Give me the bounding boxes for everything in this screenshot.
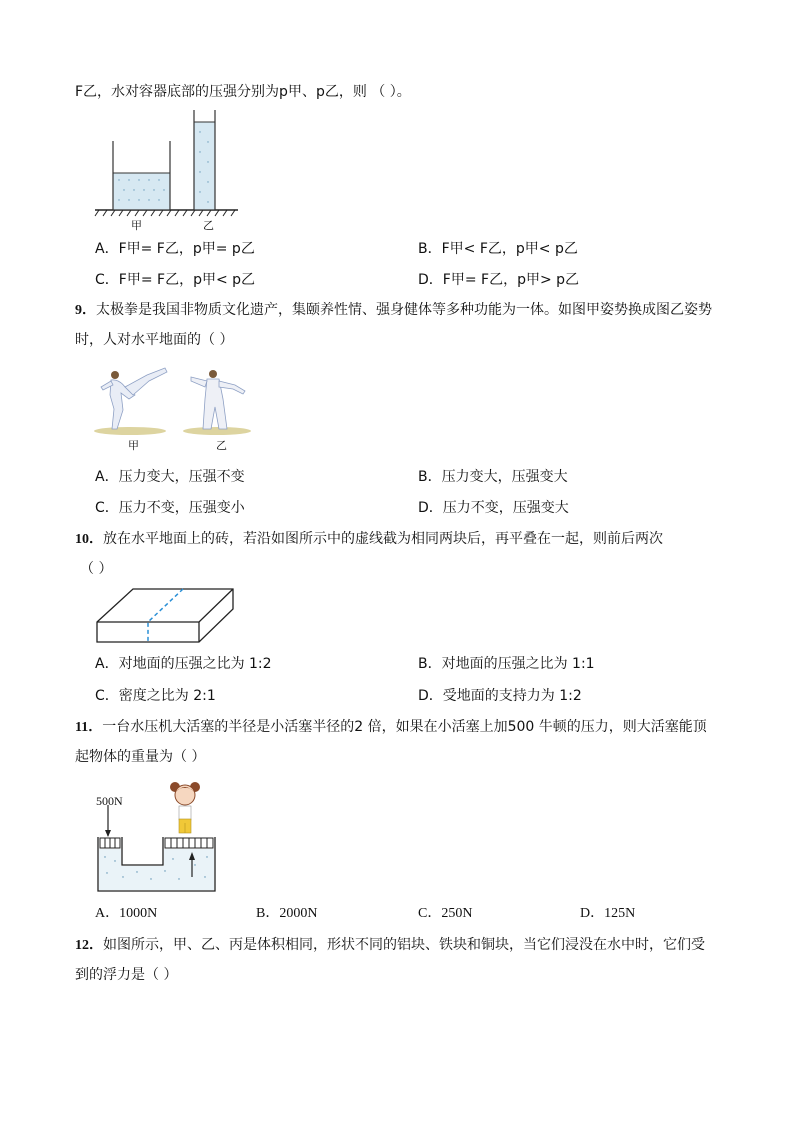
option-text: F甲= F乙，p甲= p乙	[118, 241, 255, 257]
girl-icon	[170, 782, 200, 833]
q12-stem-text: 如图所示，甲、乙、丙是体积相同，形状不同的铝块、铁块和铜块，当它们浸没在水中时，它们受	[103, 937, 705, 953]
option-letter: D．	[418, 500, 443, 516]
q9-taichi-figure	[95, 365, 260, 440]
question-number: 12．	[75, 938, 103, 953]
option-text: 密度之比为 2:1	[118, 688, 216, 704]
option-letter: A．	[95, 906, 120, 921]
q9-option-b	[418, 467, 568, 487]
q8-option-b	[418, 239, 578, 259]
option-letter: B．	[418, 469, 442, 485]
q10-stem-line1	[75, 529, 663, 550]
option-letter: B．	[418, 656, 442, 672]
option-letter: D．	[418, 272, 443, 288]
q10-option-c	[95, 686, 216, 706]
question-number: 10．	[75, 532, 103, 547]
option-text: 250N	[441, 906, 473, 921]
q11-option-d	[580, 904, 635, 924]
q10-option-b	[418, 654, 595, 674]
q9-label-jia: 甲	[128, 439, 139, 452]
option-text: 2000N	[279, 906, 318, 921]
option-letter: D．	[418, 688, 443, 704]
option-letter: B．	[256, 906, 280, 921]
q8-option-d	[418, 270, 579, 290]
option-text: F甲< F乙，p甲< p乙	[441, 241, 578, 257]
option-letter: A．	[95, 469, 119, 485]
q8-label-jia: 甲	[131, 219, 142, 232]
option-letter: C．	[418, 906, 442, 921]
q11-option-a	[95, 904, 157, 924]
option-letter: C．	[95, 688, 119, 704]
option-text: 压力不变，压强变小	[118, 500, 245, 516]
option-text: 受地面的支持力为 1:2	[442, 688, 582, 704]
q10-stem-text: 放在水平地面上的砖，若沿如图所示中的虚线截为相同两块后，再平叠在一起，则前后两次	[103, 531, 663, 547]
option-letter: C．	[95, 272, 119, 288]
option-text: 125N	[604, 906, 636, 921]
q11-option-c	[418, 904, 472, 924]
question-number: 11．	[75, 720, 103, 735]
q9-option-c	[95, 498, 245, 518]
q10-option-a	[95, 654, 272, 674]
option-text: 对地面的压强之比为 1:2	[118, 656, 272, 672]
q10-option-d	[418, 686, 582, 706]
q11-stem-line2: 起物体的重量为（ ）	[75, 749, 206, 765]
q9-stem-text: 太极拳是我国非物质文化遗产，集颐养性情、强身健体等多种功能为一体。如图甲姿势换成图乙姿势	[96, 302, 712, 318]
option-text: F甲= F乙，p甲< p乙	[118, 272, 256, 288]
option-letter: D．	[580, 906, 605, 921]
q11-force-label: 500N	[96, 794, 123, 808]
question-number: 9．	[75, 303, 96, 318]
q9-label-yi: 乙	[216, 439, 227, 452]
q11-hydraulic-press-figure	[95, 775, 220, 895]
q9-stem-line1	[75, 300, 712, 321]
option-text: 压力变大，压强变大	[441, 469, 568, 485]
option-text: 压力变大，压强不变	[118, 469, 245, 485]
q8-label-yi: 乙	[203, 219, 214, 232]
q8-containers-figure	[95, 108, 240, 233]
q11-stem-text: 一台水压机大活塞的半径是小活塞半径的2 倍，如果在小活塞上加500 牛顿的压力，则大活塞能顶	[102, 719, 707, 735]
q8-option-a	[95, 239, 255, 259]
q9-option-d	[418, 498, 569, 518]
q10-brick-figure	[95, 587, 235, 645]
q12-stem-line1	[75, 935, 705, 956]
option-text: 1000N	[119, 906, 158, 921]
q8-stem: F乙，水对容器底部的压强分别为p甲、p乙，则 （ ）。	[75, 84, 411, 100]
option-letter: A．	[95, 656, 119, 672]
q12-stem-line2: 到的浮力是（ ）	[75, 967, 178, 983]
q8-option-c	[95, 270, 255, 290]
option-text: 对地面的压强之比为 1:1	[441, 656, 595, 672]
q11-option-b	[256, 904, 317, 924]
q10-stem-line2: （ ）	[80, 561, 113, 577]
option-letter: B．	[418, 241, 442, 257]
option-text: F甲= F乙，p甲> p乙	[442, 272, 580, 288]
q11-stem-line1	[75, 717, 707, 738]
option-text: 压力不变，压强变大	[442, 500, 569, 516]
q9-stem-line2: 时，人对水平地面的（ ）	[75, 332, 234, 348]
option-letter: A．	[95, 241, 119, 257]
q9-option-a	[95, 467, 245, 487]
option-letter: C．	[95, 500, 119, 516]
